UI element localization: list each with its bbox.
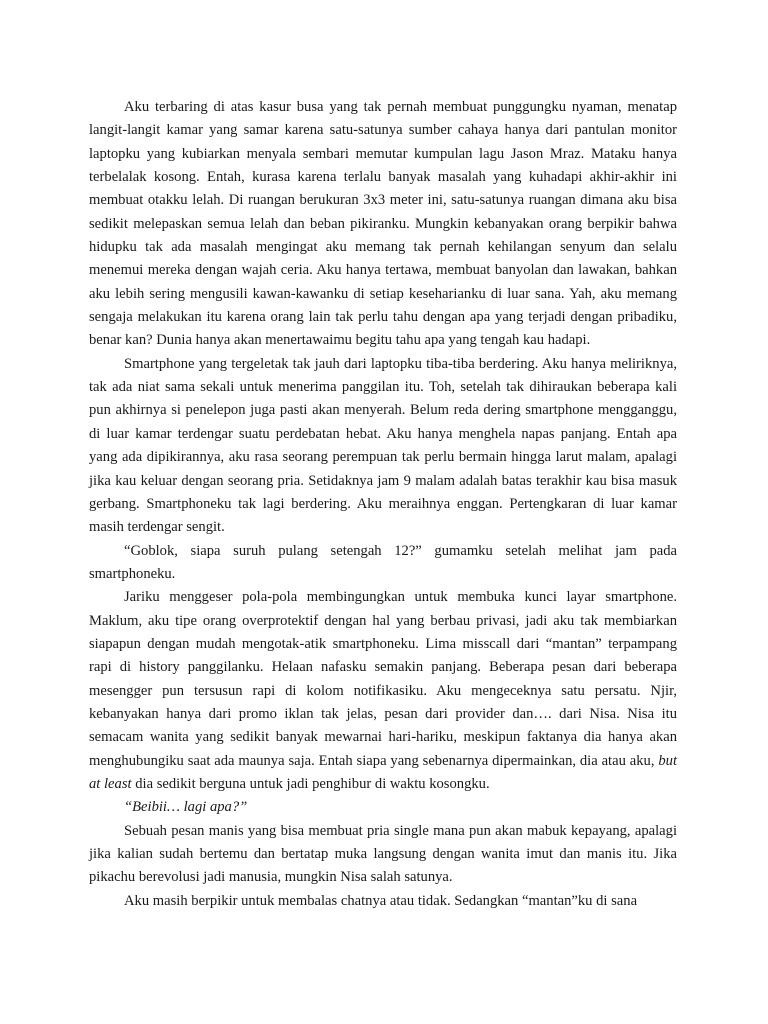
paragraph — [89, 820, 677, 890]
paragraph-text: Jariku menggeser pola-pola membingungkan untuk membuka kunci layar smartphone. Maklum, aku tipe orang overprotektif dengan hal yang berbau privasi, jadi aku tak membiarkan siapapun dengan mudah mengotak-atik smartphoneku. Lima misscall dari “mantan” terpampang rapi di history panggilanku. Helaan nafasku semakin panjang. Beberapa pesan dari beberapa mesengger pun tersusun rapi di kolom notifikasiku. Aku mengeceknya satu persatu. Njir, kebanyakan hanya dari promo iklan tak jelas, pesan dari provider dan…. dari Nisa. Nisa itu semacam wanita yang sedikit banyak mewarnai hari-hariku, meskipun faktanya dia hanya akan menghubungiku saat ada maunya saja. Entah siapa yang sebenarnya dipermainkan, dia atau aku, — [89, 589, 677, 769]
body-text — [89, 96, 677, 913]
paragraph-text: dia sedikit berguna untuk jadi penghibur di waktu kosongku. — [131, 775, 490, 792]
quote-text: “Beibii… lagi apa?” — [124, 799, 248, 816]
paragraph-text: Smartphone yang tergeletak tak jauh dari laptopku tiba-tiba berdering. Aku hanya meliriknya, tak ada niat sama sekali untuk menerima panggilan itu. Toh, setelah tak dihiraukan beberapa kali pun akhirnya si penelepon juga pasti akan menyerah. Belum reda dering smartphone mengganggu, di luar kamar terdengar suatu perdebatan hebat. Aku hanya menghela napas panjang. Entah apa yang ada dipikirannya, aku rasa seorang perempuan tak perlu bermain hingga larut malam, apalagi jika kau keluar dengan seorang pria. Setidaknya jam 9 malam adalah batas terakhir kau bisa masuk gerbang. Smartphoneku tak lagi berdering. Aku meraihnya enggan. Pertengkaran di luar kamar masih terdengar sengit. — [89, 355, 677, 536]
paragraph — [89, 540, 677, 587]
paragraph-text: Sebuah pesan manis yang bisa membuat pria single mana pun akan mabuk kepayang, apalagi jika kalian sudah bertemu dan bertatap muka langsung dengan wanita imut dan manis itu. Jika pikachu berevolusi jadi manusia, mungkin Nisa salah satunya. — [89, 822, 677, 886]
paragraph — [89, 353, 677, 540]
paragraph — [89, 96, 677, 353]
paragraph-text: Aku terbaring di atas kasur busa yang tak pernah membuat punggungku nyaman, menatap langit-langit kamar yang samar karena satu-satunya sumber cahaya hanya dari pantulan monitor laptopku yang kubiarkan menyala sembari memutar kumpulan lagu Jason Mraz. Mataku hanya terbelalak kosong. Entah, kurasa karena terlalu banyak masalah yang kuhadapi akhir-akhir ini membuat otakku lelah. Di ruangan berukuran 3x3 meter ini, satu-satunya ruangan dimana aku bisa sedikit melepaskan semua lelah dan beban pikiranku. Mungkin kebanyakan orang berpikir bahwa hidupku tak ada masalah mengingat aku memang tak pernah kehilangan senyum dan selalu menemui mereka dengan wajah ceria. Aku hanya tertawa, membuat banyolan dan lawakan, bahkan aku lebih sering mengusili kawan-kawanku di setiap keseharianku di luar sana. Yah, aku memang sengaja melakukan itu karena orang lain tak perlu tahu dengan apa yang terjadi dengan pribadiku, benar kan? Dunia hanya akan menertawaimu begitu tahu apa yang tengah kau hadapi. — [89, 99, 677, 349]
italic-quote — [89, 796, 677, 819]
paragraph — [89, 890, 677, 913]
italic-phrase: but at least — [89, 752, 677, 792]
paragraph-text: Aku masih berpikir untuk membalas chatnya atau tidak. Sedangkan “mantan”ku di sana — [124, 892, 638, 909]
paragraph — [89, 586, 677, 796]
paragraph-text: “Goblok, siapa suruh pulang setengah 12?” gumamku setelah melihat jam pada smartphoneku. — [89, 542, 677, 582]
